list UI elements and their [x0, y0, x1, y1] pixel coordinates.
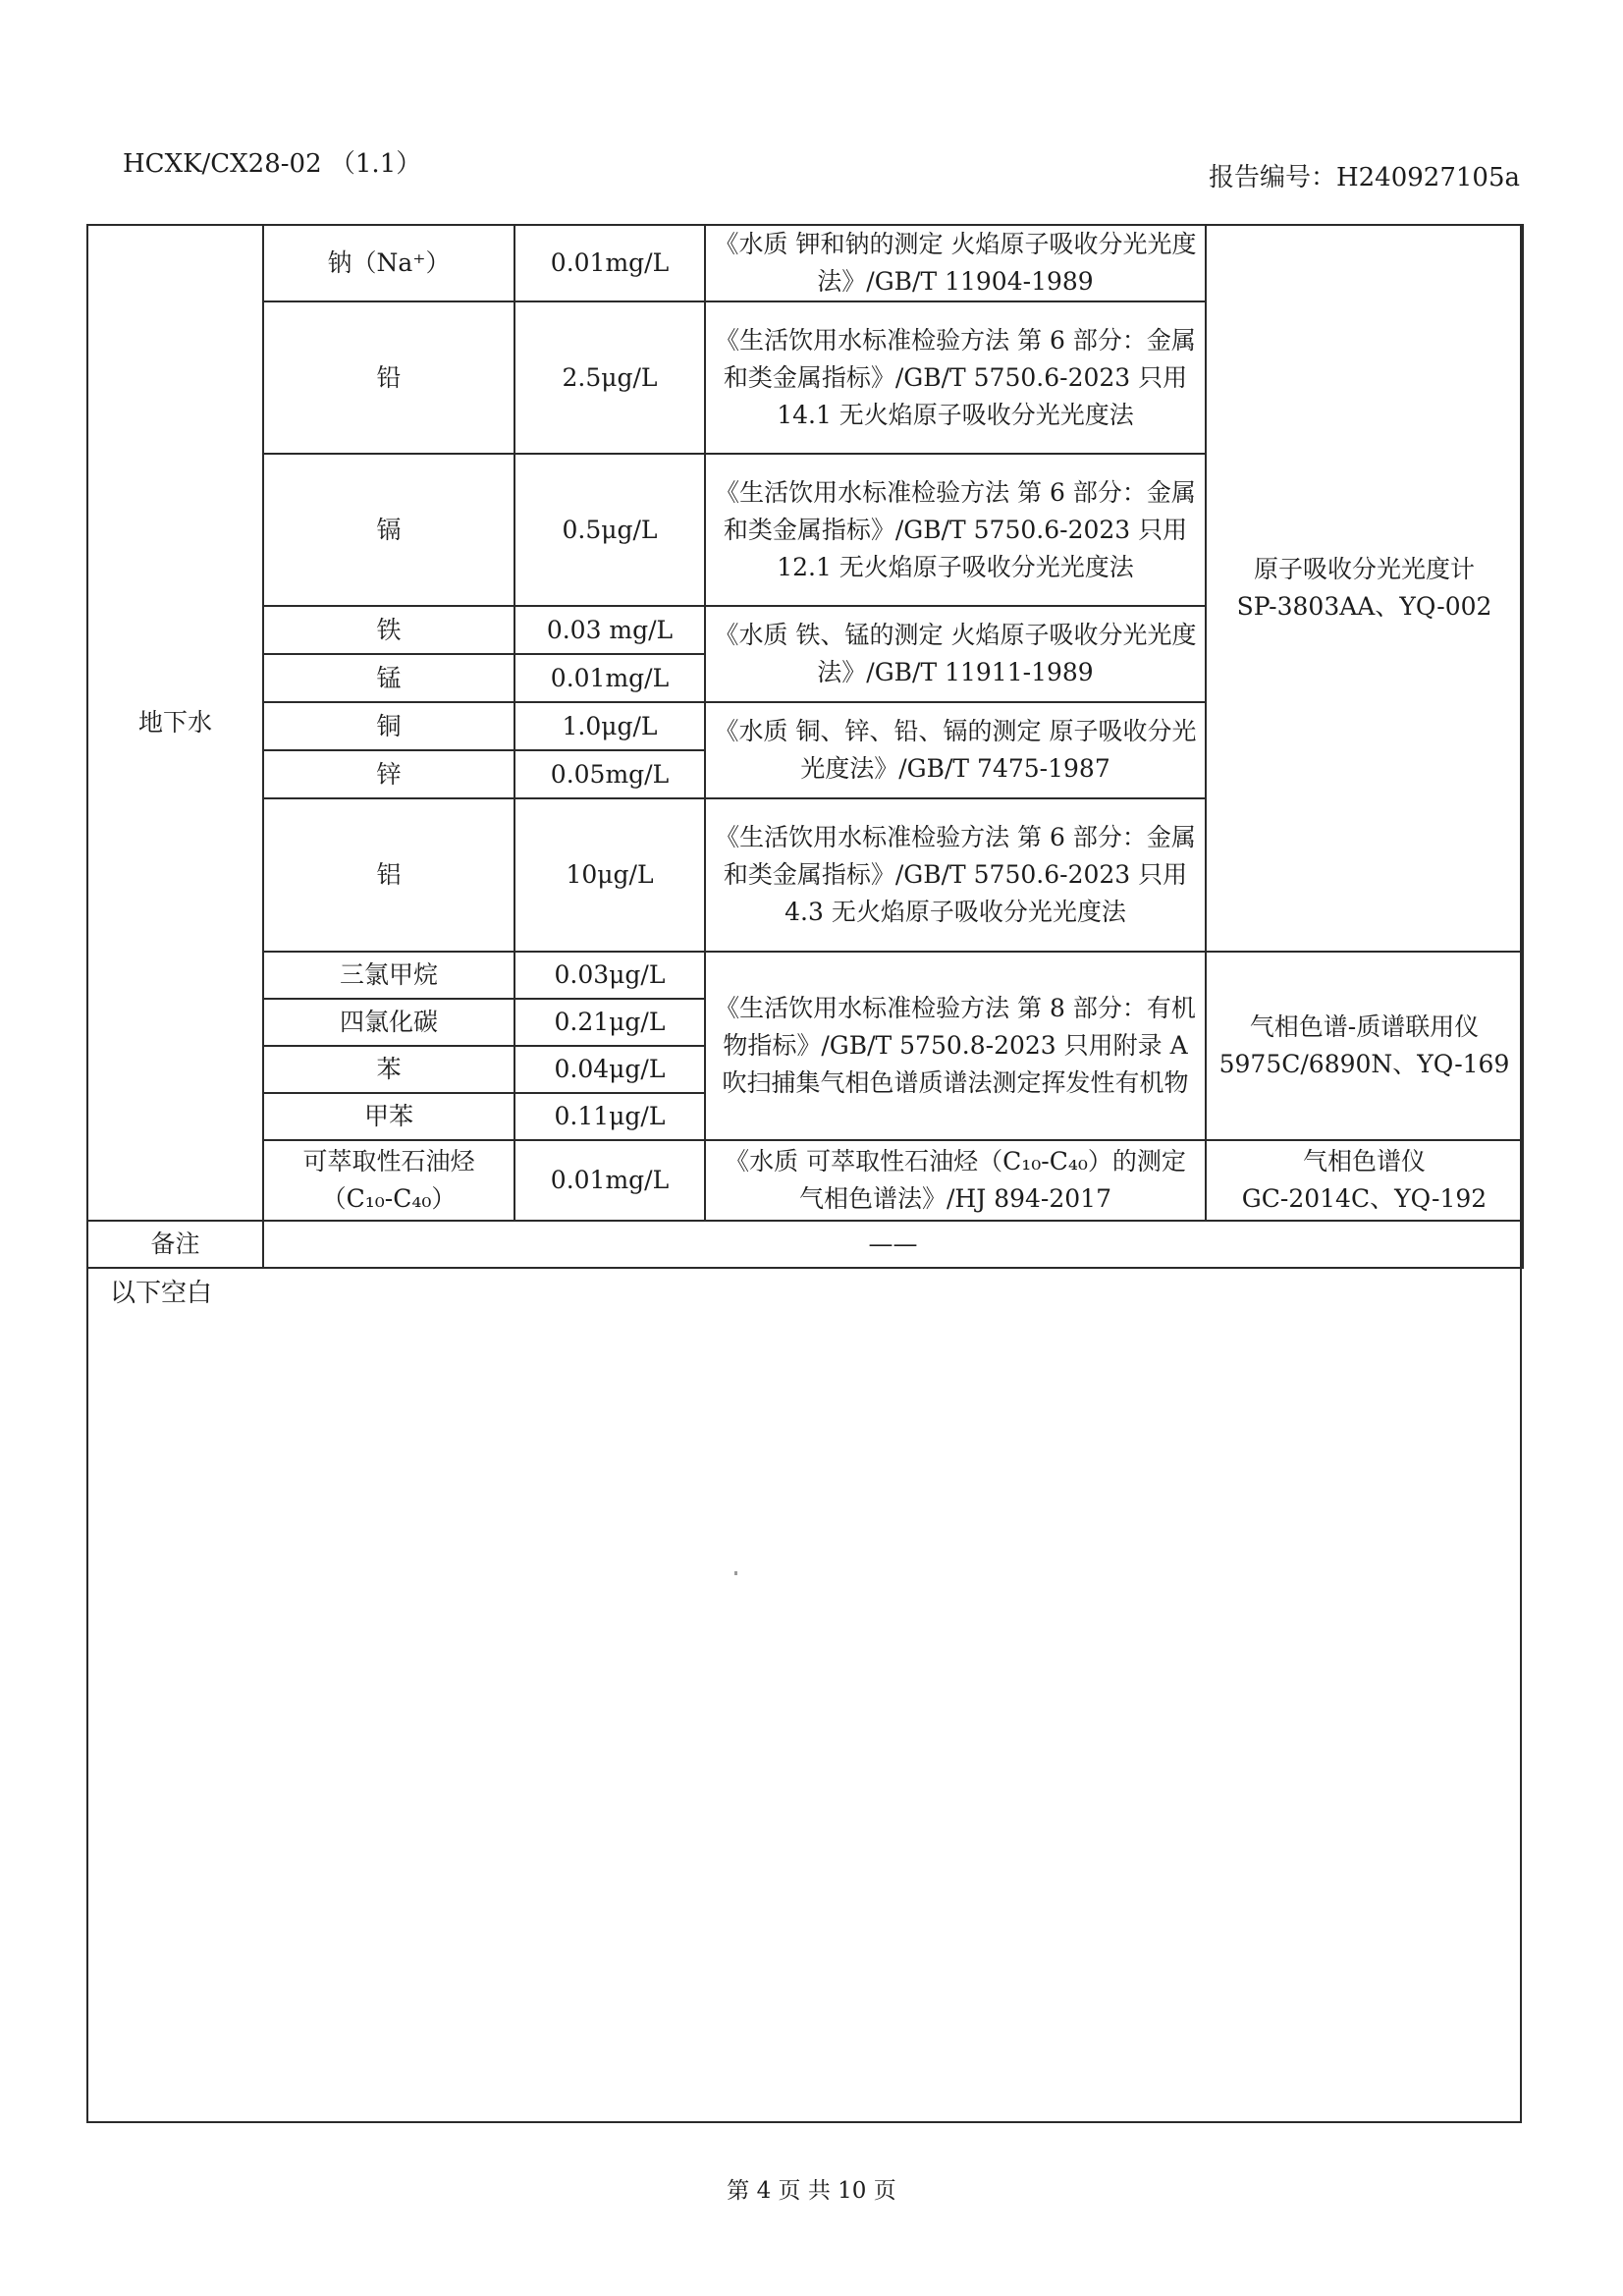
category-cell: 地下水	[87, 225, 263, 1221]
method-cell: 《水质 钾和钠的测定 火焰原子吸收分光光度法》/GB/T 11904-1989	[705, 225, 1206, 301]
item-cell: 锌	[263, 750, 514, 798]
method-cell: 《生活饮用水标准检验方法 第 6 部分：金属和类金属指标》/GB/T 5750.6-2023 只用 4.3 无火焰原子吸收分光光度法	[705, 798, 1206, 952]
limit-cell: 0.03μg/L	[514, 952, 705, 999]
limit-cell: 2.5μg/L	[514, 301, 705, 454]
item-line: （C₁₀-C₄₀）	[321, 1184, 457, 1213]
limit-cell: 0.05mg/L	[514, 750, 705, 798]
scan-mark	[734, 1571, 737, 1575]
remark-value: ——	[263, 1221, 1523, 1268]
instrument-cell	[1206, 1140, 1523, 1221]
item-cell: 钠（Na⁺）	[263, 225, 514, 301]
table-row	[87, 1140, 1523, 1221]
limit-cell: 0.01mg/L	[514, 1140, 705, 1221]
method-cell: 《生活饮用水标准检验方法 第 8 部分：有机物指标》/GB/T 5750.8-2023 只用附录 A 吹扫捕集气相色谱质谱法测定挥发性有机物	[705, 952, 1206, 1140]
limit-cell: 0.11μg/L	[514, 1093, 705, 1140]
limit-cell: 1.0μg/L	[514, 702, 705, 750]
item-cell: 四氯化碳	[263, 999, 514, 1046]
limit-cell: 0.01mg/L	[514, 225, 705, 301]
item-cell	[263, 1140, 514, 1221]
test-methods-table	[86, 224, 1524, 1269]
item-cell: 锰	[263, 654, 514, 702]
table-row	[87, 952, 1523, 999]
remark-label: 备注	[87, 1221, 263, 1268]
limit-cell: 0.5μg/L	[514, 454, 705, 606]
instrument-model: 5975C/6890N、YQ-169	[1218, 1050, 1510, 1078]
instrument-name: 气相色谱仪	[1302, 1147, 1426, 1175]
limit-cell: 0.03 mg/L	[514, 606, 705, 654]
report-number: 报告编号：H240927105a	[1208, 163, 1520, 192]
method-cell: 《水质 铜、锌、铅、镉的测定 原子吸收分光光度法》/GB/T 7475-1987	[705, 702, 1206, 798]
instrument-name: 气相色谱-质谱联用仪	[1249, 1012, 1480, 1041]
limit-cell: 0.01mg/L	[514, 654, 705, 702]
instrument-cell	[1206, 225, 1523, 952]
limit-cell: 0.21μg/L	[514, 999, 705, 1046]
method-cell: 《生活饮用水标准检验方法 第 6 部分：金属和类金属指标》/GB/T 5750.6-2023 只用 14.1 无火焰原子吸收分光光度法	[705, 301, 1206, 454]
limit-cell: 0.04μg/L	[514, 1046, 705, 1093]
item-line: 可萃取性石油烃	[302, 1147, 475, 1175]
method-cell: 《水质 可萃取性石油烃（C₁₀-C₄₀）的测定 气相色谱法》/HJ 894-2017	[705, 1140, 1206, 1221]
item-cell: 甲苯	[263, 1093, 514, 1140]
instrument-cell	[1206, 952, 1523, 1140]
method-cell: 《水质 铁、锰的测定 火焰原子吸收分光光度法》/GB/T 11911-1989	[705, 606, 1206, 702]
remark-row	[87, 1221, 1523, 1268]
item-cell: 铝	[263, 798, 514, 952]
blank-note: 以下空白	[110, 1279, 213, 1308]
item-cell: 三氯甲烷	[263, 952, 514, 999]
item-cell: 铜	[263, 702, 514, 750]
instrument-model: GC-2014C、YQ-192	[1241, 1184, 1488, 1213]
item-cell: 铁	[263, 606, 514, 654]
instrument-name: 原子吸收分光光度计	[1253, 555, 1475, 583]
item-cell: 铅	[263, 301, 514, 454]
item-cell: 苯	[263, 1046, 514, 1093]
page-number: 第 4 页 共 10 页	[727, 2178, 896, 2204]
limit-cell: 10μg/L	[514, 798, 705, 952]
instrument-model: SP-3803AA、YQ-002	[1236, 592, 1492, 621]
method-cell: 《生活饮用水标准检验方法 第 6 部分：金属和类金属指标》/GB/T 5750.6-2023 只用 12.1 无火焰原子吸收分光光度法	[705, 454, 1206, 606]
item-cell: 镉	[263, 454, 514, 606]
document-code: HCXK/CX28-02 （1.1）	[123, 149, 422, 179]
table-row	[87, 225, 1523, 301]
